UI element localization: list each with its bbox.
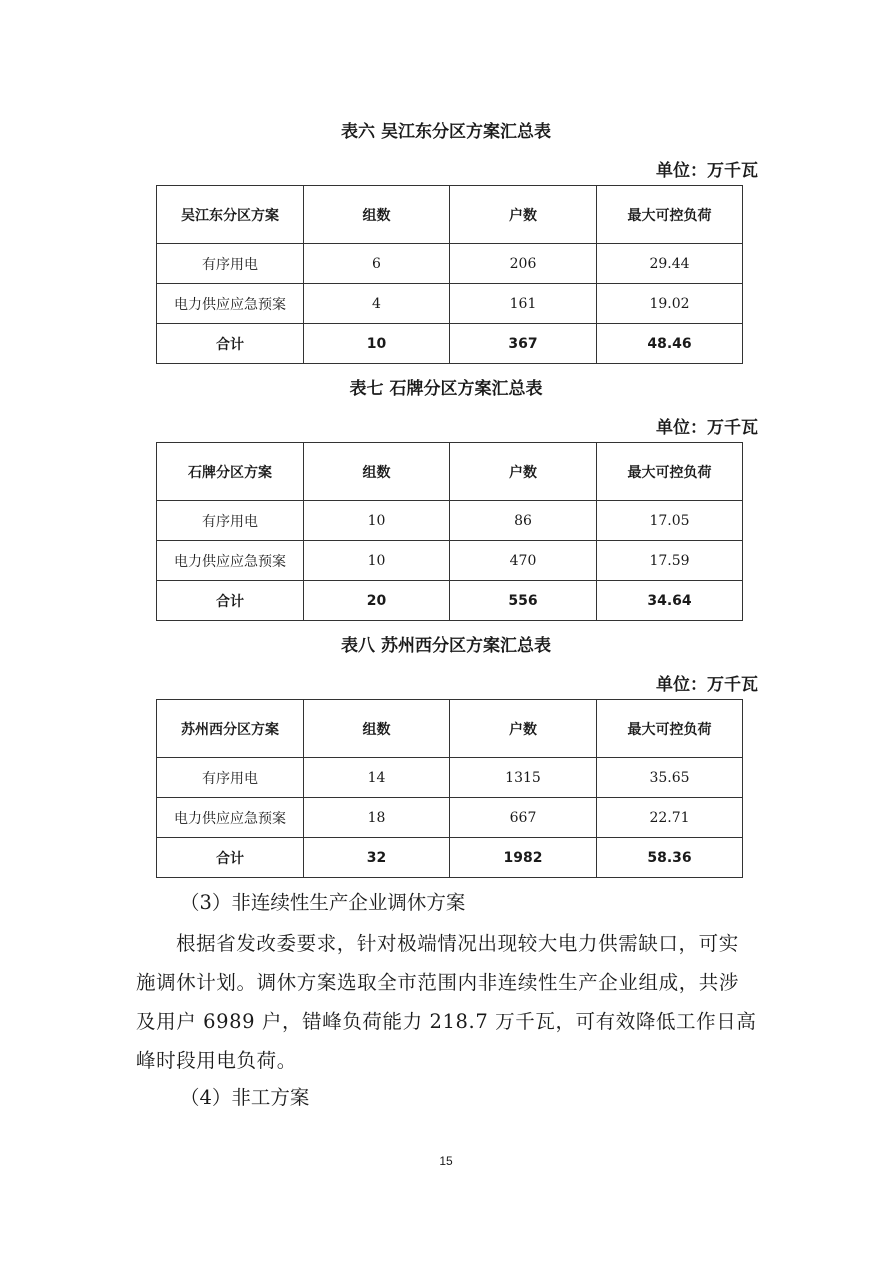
table-cell: 6	[304, 244, 450, 284]
total-cell: 合计	[157, 324, 304, 364]
header-cell: 户数	[450, 443, 597, 501]
table-row	[157, 501, 743, 541]
table-cell: 1315	[450, 758, 597, 798]
table-unit: 单位：万千瓦	[656, 418, 758, 438]
table-cell: 10	[304, 541, 450, 581]
table-cell: 470	[450, 541, 597, 581]
table-cell: 86	[450, 501, 597, 541]
header-cell: 组数	[304, 700, 450, 758]
table-cell: 35.65	[597, 758, 743, 798]
body-paragraph: 根据省发改委要求，针对极端情况出现较大电力供需缺口，可实施调休计划。调休方案选取全市范围内非连续性生产企业组成，共涉及用户 6989 户，错峰负荷能力 218.7 万千瓦，可有效降低工作日高峰时段用电负荷。	[136, 932, 757, 1072]
table-header-row	[157, 443, 743, 501]
total-cell: 34.64	[597, 581, 743, 621]
table-cell: 电力供应应急预案	[157, 541, 304, 581]
table-total-row	[157, 838, 743, 878]
total-cell: 367	[450, 324, 597, 364]
total-cell: 58.36	[597, 838, 743, 878]
header-cell: 苏州西分区方案	[157, 700, 304, 758]
table-cell: 667	[450, 798, 597, 838]
table-cell: 17.05	[597, 501, 743, 541]
total-cell: 10	[304, 324, 450, 364]
table-row	[157, 798, 743, 838]
table-cell: 19.02	[597, 284, 743, 324]
table-cell: 有序用电	[157, 244, 304, 284]
table-row	[157, 758, 743, 798]
table-cell: 电力供应应急预案	[157, 798, 304, 838]
total-cell: 合计	[157, 581, 304, 621]
table-row	[157, 284, 743, 324]
total-cell: 32	[304, 838, 450, 878]
table-cell: 22.71	[597, 798, 743, 838]
page-number: 15	[439, 1154, 453, 1168]
table-cell: 有序用电	[157, 758, 304, 798]
total-cell: 48.46	[597, 324, 743, 364]
header-cell: 最大可控负荷	[597, 700, 743, 758]
table-cell: 4	[304, 284, 450, 324]
header-cell: 组数	[304, 186, 450, 244]
table-caption: 表七 石牌分区方案汇总表	[349, 379, 543, 399]
table-caption: 表六 吴江东分区方案汇总表	[341, 122, 551, 142]
table-unit: 单位：万千瓦	[656, 675, 758, 695]
total-cell: 合计	[157, 838, 304, 878]
table-cell: 14	[304, 758, 450, 798]
table-unit: 单位：万千瓦	[656, 161, 758, 181]
summary-table	[156, 442, 743, 621]
table-row	[157, 541, 743, 581]
section-heading: （4）非工方案	[180, 1086, 310, 1109]
summary-table	[156, 185, 743, 364]
table-header-row	[157, 700, 743, 758]
header-cell: 石牌分区方案	[157, 443, 304, 501]
header-cell: 最大可控负荷	[597, 443, 743, 501]
header-cell: 组数	[304, 443, 450, 501]
table-header-row	[157, 186, 743, 244]
table-caption: 表八 苏州西分区方案汇总表	[341, 636, 551, 656]
total-cell: 20	[304, 581, 450, 621]
table-cell: 18	[304, 798, 450, 838]
total-cell: 556	[450, 581, 597, 621]
table-cell: 有序用电	[157, 501, 304, 541]
total-cell: 1982	[450, 838, 597, 878]
header-cell: 最大可控负荷	[597, 186, 743, 244]
table-cell: 17.59	[597, 541, 743, 581]
header-cell: 户数	[450, 700, 597, 758]
section-heading: （3）非连续性生产企业调休方案	[180, 891, 466, 914]
table-cell: 电力供应应急预案	[157, 284, 304, 324]
table-total-row	[157, 581, 743, 621]
table-cell: 206	[450, 244, 597, 284]
table-row	[157, 244, 743, 284]
table-cell: 29.44	[597, 244, 743, 284]
table-cell: 10	[304, 501, 450, 541]
table-cell: 161	[450, 284, 597, 324]
header-cell: 户数	[450, 186, 597, 244]
summary-table	[156, 699, 743, 878]
header-cell: 吴江东分区方案	[157, 186, 304, 244]
table-total-row	[157, 324, 743, 364]
